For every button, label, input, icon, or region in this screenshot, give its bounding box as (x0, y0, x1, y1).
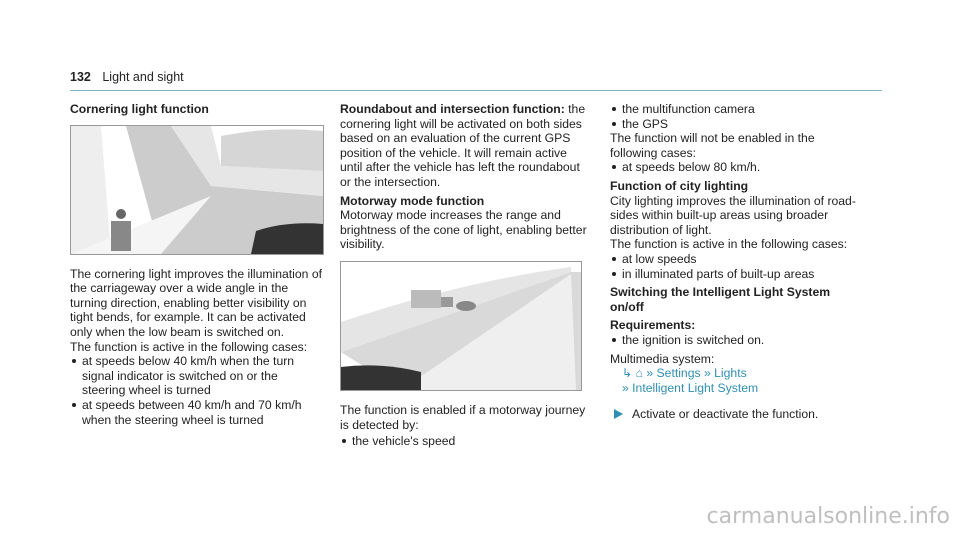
cornering-description: The cornering light improves the illumination of the carriageway over a wide angle in the turning direction, enabling better visibility on tight bends, for example. It can be activated only when the low beam is switched on. (70, 266, 322, 339)
requirements-list (610, 333, 862, 348)
detection-list (610, 102, 862, 131)
page-header (70, 70, 184, 85)
action-text: Activate or deactivate the function. (632, 407, 819, 422)
cornering-cases-intro: The function is active in the following cases: (70, 339, 308, 354)
nav-lights: Lights (714, 366, 747, 381)
cornering-cases-list (70, 354, 322, 427)
motorway-text: Motorway mode increases the range and brightness of the cone of light, enabling better visibility. (340, 208, 587, 252)
city-cases-list (610, 252, 862, 281)
chevron-right-icon: » (622, 380, 629, 395)
roundabout-text: the cornering light will be activated on both sides based on an evaluation of the current GPS position of the vehicle. It will remain active until after the vehicle has left the roundabout or the intersection. (340, 102, 586, 189)
action-step (610, 407, 862, 422)
list-item: the ignition is switched on. (610, 333, 862, 348)
enabled-intro: The function is enabled if a motorway journey is detected by: (340, 402, 586, 432)
cornering-heading: Cornering light function (70, 102, 209, 116)
list-item: at low speeds (610, 252, 862, 267)
city-active-intro: The function is active in the following cases: (610, 237, 848, 252)
motorway-illustration (340, 261, 582, 391)
chevron-right-icon: » (703, 366, 711, 381)
action-arrow-icon (614, 409, 623, 419)
requirements-heading: Requirements: (610, 318, 696, 333)
motorway-heading: Motorway mode function (340, 193, 485, 208)
column-3 (610, 102, 862, 422)
roundabout-paragraph (340, 102, 592, 190)
chevron-right-icon: » (646, 366, 654, 381)
nav-path-line-1 (610, 366, 862, 381)
enabled-list (340, 434, 592, 449)
column-1 (70, 102, 322, 427)
nav-settings: Settings (656, 366, 701, 381)
city-text: City lighting improves the illumination of road-sides within built-up areas using broader distribution of light. (610, 193, 856, 237)
return-arrow-icon: ↳ (622, 366, 633, 381)
ils-heading: Switching the Intelligent Light System on/off (610, 285, 831, 314)
roundabout-heading: Roundabout and intersection function: (340, 102, 565, 116)
not-enabled-list (610, 160, 862, 175)
list-item: in illuminated parts of built-up areas (610, 267, 862, 282)
not-enabled-intro: The function will not be enabled in the following cases: (610, 131, 815, 160)
list-item: at speeds below 40 km/h when the turn signal indicator is switched on or the steering wheel is turned (70, 354, 322, 398)
multimedia-label: Multimedia system: (610, 351, 715, 366)
list-item: the vehicle's speed (340, 434, 592, 449)
header-rule (70, 90, 882, 91)
city-heading: Function of city lighting (610, 178, 749, 193)
home-icon: ⌂ (635, 366, 643, 381)
cornering-illustration (70, 125, 324, 255)
nav-path-line-2 (610, 381, 862, 396)
section-title: Light and sight (102, 70, 184, 84)
list-item: the multifunction camera (610, 102, 862, 117)
nav-intelligent-light-system: Intelligent Light System (632, 380, 759, 395)
list-item: at speeds between 40 km/h and 70 km/h when the steering wheel is turned (70, 398, 322, 427)
page-number: 132 (70, 70, 91, 84)
list-item: at speeds below 80 km/h. (610, 160, 862, 175)
watermark: carmanualsonline.info (706, 504, 950, 530)
list-item: the GPS (610, 117, 862, 132)
column-2 (340, 102, 592, 449)
